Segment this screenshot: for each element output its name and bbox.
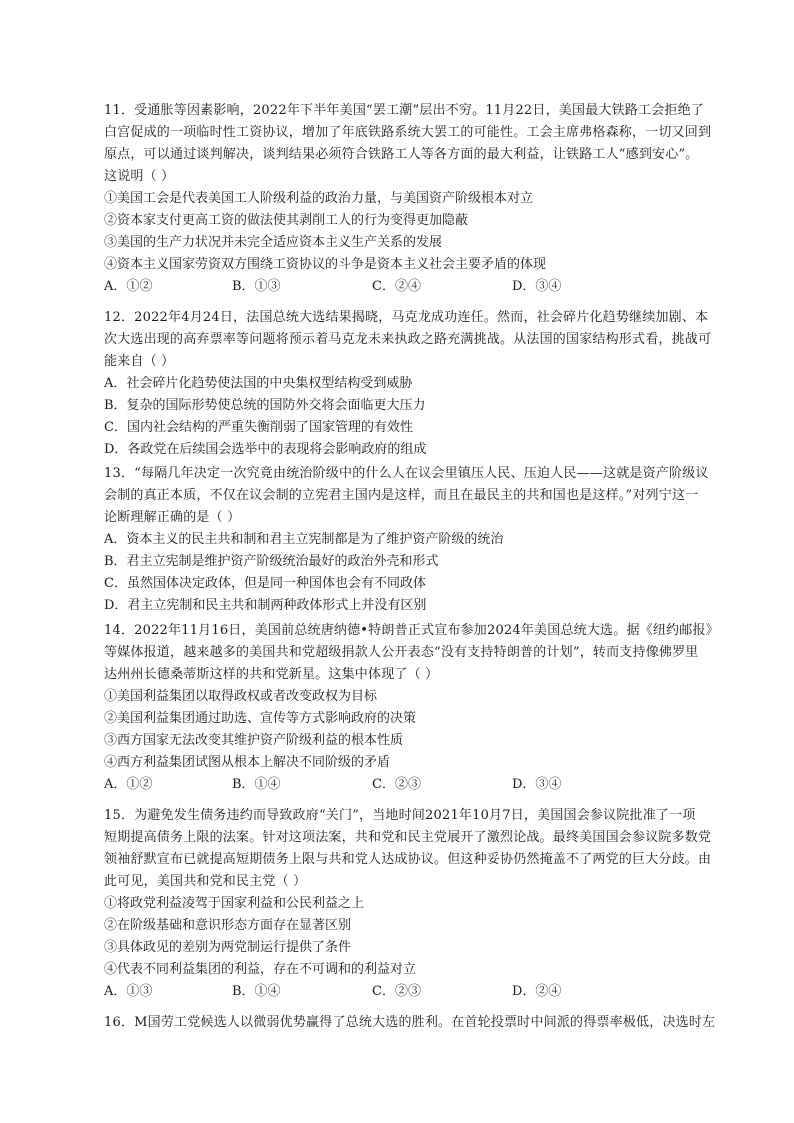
option-a[interactable]: A．资本主义的民主共和制和君主立宪制都是为了维护资产阶级的统治 [104,532,504,547]
statement-3: ③西方国家无法改变其维护资产阶级利益的根本性质 [104,733,404,748]
statement-1: ①美国利益集团以取得政权或者改变政权为目标 [104,689,378,704]
question-11 [104,100,718,298]
stem-line: 会制的真正本质，不仅在议会制的立宪君主国内是这样，而且在最民主的共和国也是这样。”对列宁这一 [104,488,699,503]
question-14 [104,620,718,796]
question-stem [104,463,718,529]
stem-line: 白宫促成的一项临时性工资协议，增加了年底铁路系统大罢工的可能性。工会主席弗格森称，一切又回到 [104,125,712,140]
stem-line: 原点，可以通过谈判解决，谈判结果必须符合铁路工人等各方面的最大利益，让铁路工人“感到安心”。 [104,147,699,162]
statement-2: ②在阶级基础和意识形态方面存在显著区别 [104,918,352,933]
stem-line: 论断理解正确的是（ ） [104,510,241,525]
stem-line: 16．M国劳工党候选人以微弱优势赢得了总统大选的胜利。在首轮投票时中间派的得票率极低，决选时左 [104,1015,716,1030]
choice-c[interactable]: C．②③ [372,984,421,999]
stem-line: 次大选出现的高弃票率等问题将预示着马克龙未来执政之路充满挑战。从法国的国家结构形式看，挑战可 [104,332,712,347]
option-c[interactable]: C．虽然国体决定政体，但是同一种国体也会有不同政体 [104,576,426,591]
choice-d[interactable]: D．②④ [512,984,562,999]
choice-c[interactable]: C．②④ [372,279,421,294]
choice-d[interactable]: D．③④ [512,279,562,294]
option-c[interactable]: C．国内社会结构的严重失衡削弱了国家管理的有效性 [104,420,413,435]
choice-b[interactable]: B．①④ [232,984,281,999]
question-13 [104,463,718,617]
question-15 [104,805,718,1003]
question-16 [104,1012,718,1034]
option-d[interactable]: D．各政党在后续国会选举中的表现将会影响政府的组成 [104,442,427,457]
choice-b[interactable]: B．①③ [232,279,281,294]
statement-1: ①将政党利益凌驾于国家利益和公民利益之上 [104,896,365,911]
statement-3: ③美国的生产力状况并未完全适应资本主义生产关系的发展 [104,235,443,250]
stem-line: 13．“每隔几年决定一次究竟由统治阶级中的什么人在议会里镇压人民、压迫人民——这就是资产阶级议 [104,466,709,481]
choice-b[interactable]: B．①④ [232,777,281,792]
question-stem [104,620,718,686]
answer-choices [104,981,718,1003]
stem-line: 达州州长德桑蒂斯这样的共和党新星。这集中体现了（ ） [104,667,439,682]
statement-2: ②资本家支付更高工资的做法使其剥削工人的行为变得更加隐蔽 [104,213,469,228]
stem-line: 等媒体报道，越来越多的美国共和党超级捐款人公开表态“没有支持特朗普的计划”，转而支持像佛罗里 [104,645,699,660]
option-d[interactable]: D．君主立宪制和民主共和制两种政体形式上并没有区别 [104,598,427,613]
stem-line: 此可见，美国共和党和民主党（ ） [104,874,307,889]
statement-4: ④资本主义国家劳资双方围绕工资协议的斗争是资本主义社会主要矛盾的体现 [104,257,547,272]
statement-4: ④代表不同利益集团的利益，存在不可调和的利益对立 [104,962,417,977]
question-stem [104,100,718,188]
statement-2: ②美国利益集团通过助选、宣传等方式影响政府的决策 [104,711,417,726]
stem-line: 14．2022年11月16日，美国前总统唐纳德•特朗普正式宣布参加2024年美国总统大选。据《纽约邮报》 [104,623,719,638]
option-b[interactable]: B．复杂的国际形势使总统的国防外交将会面临更大压力 [104,398,426,413]
stem-line: 11．受通胀等因素影响，2022年下半年美国“罢工潮”层出不穷。11月22日，美国最大铁路工会拒绝了 [104,103,705,118]
stem-line: 领袖舒默宣布已就提高短期债务上限与共和党人达成协议。但这种妥协仍然掩盖不了两党的巨大分歧。由 [104,852,712,867]
answer-choices [104,774,718,796]
stem-line: 这说明（ ） [104,169,175,184]
stem-line: 短期提高债务上限的法案。针对这项法案，共和党和民主党展开了激烈论战。最终美国国会参议院多数党 [104,830,712,845]
question-12 [104,307,718,461]
choice-d[interactable]: D．③④ [512,777,562,792]
stem-line: 12．2022年4月24日，法国总统大选结果揭晓，马克龙成功连任。然而，社会碎片化趋势继续加剧、本 [104,310,709,325]
stem-line: 15．为避免发生债务违约而导致政府“关门”，当地时间2021年10月7日，美国国会参议院批准了一项 [104,808,696,823]
statement-4: ④西方利益集团试图从根本上解决不同阶级的矛盾 [104,755,391,770]
choice-a[interactable]: A．①③ [104,984,153,999]
choice-a[interactable]: A．①② [104,777,153,792]
question-stem [104,805,718,893]
question-stem [104,307,718,373]
answer-choices [104,276,718,298]
choice-a[interactable]: A．①② [104,279,153,294]
statement-3: ③具体政见的差别为两党制运行提供了条件 [104,940,352,955]
question-stem [104,1012,718,1034]
choice-c[interactable]: C．②③ [372,777,421,792]
option-b[interactable]: B．君主立宪制是维护资产阶级统治最好的政治外壳和形式 [104,554,439,569]
option-a[interactable]: A．社会碎片化趋势使法国的中央集权型结构受到威胁 [104,376,413,391]
stem-line: 能来自（ ） [104,354,175,369]
statement-1: ①美国工会是代表美国工人阶级利益的政治力量，与美国资产阶级根本对立 [104,191,534,206]
